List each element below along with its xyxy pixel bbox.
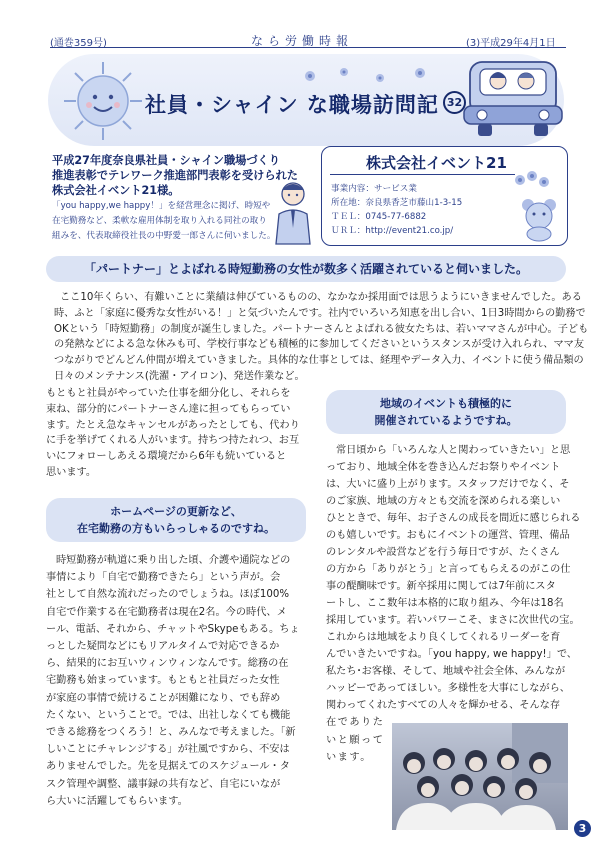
section-heading-events — [326, 390, 566, 434]
paragraph-line: のご家族、地域の方々とも交流を深められる楽しい — [326, 496, 561, 507]
paragraph-line: 宅勤務も始まっています。もともと社員だった女性 — [46, 675, 280, 687]
heading-line: 開催されているようですね。 — [374, 414, 518, 427]
paragraph-line: の方から「ありがとう」と言ってもらえるのがこの仕 — [326, 564, 571, 575]
paragraph-line: ここ10年くらい、有難いことに業績は伸びているものの、なかなか採用面では思うようにいきませんでした。ある — [60, 292, 582, 303]
issue-number: (通巻359号) — [50, 38, 107, 49]
paragraph-line: 関わってくれたすべての人々を輝かせる、そんな存 — [326, 700, 561, 711]
paragraph-line: たくない、ということで。では、出社しなくても機能 — [46, 709, 291, 721]
paragraph-line: 束ね、部分的にパートナーさん達に担ってもらってい — [46, 403, 291, 415]
paragraph-line: いにフォローしあえる環境だから6年も続いていると — [46, 451, 287, 463]
paragraph-line: ひとときで、毎年、お子さんの成長を間近に感じられる — [326, 513, 581, 524]
right-column-body — [326, 442, 581, 714]
paragraph-line: これからは地域をより良くしてくれるリーダーを育 — [326, 632, 561, 643]
paragraph-line: に手を挙げてくれる人がいます。持ちつ持たれつ、お互 — [46, 435, 300, 447]
paragraph-line: ハッピーであってほしい。多様性を大事にしながら、 — [326, 683, 570, 694]
left-column-body — [46, 386, 306, 481]
paragraph-line: 時短勤務が軌道に乗り出した頃、介護や通院などの — [56, 555, 291, 566]
paragraph-line: つながりでどんどん仲間が増えていきました。具体的な仕事としては、経理やデータ入力、イベントに使う備品類の — [54, 355, 584, 367]
intro-bold-line: 推進表彰でテレワーク推進部門表彰を受けられた — [52, 169, 298, 182]
header-rule — [50, 47, 566, 48]
paragraph-line: しいことにチャレンジする」が社風ですから、不安は — [46, 744, 290, 756]
page-date: (3)平成29年4月1日 — [466, 38, 556, 49]
intro-text-line: 組みを、代表取締役社長の中野愛一郎さんに伺いました。 — [52, 231, 276, 241]
paragraph-line: 思います。 — [46, 466, 97, 478]
paragraph-line: のレンタルや設営などを行う毎日ですが、たくさん — [326, 547, 560, 558]
paragraph-line: ートし、ここ数年は本格的に取り組み、今年は18名 — [326, 598, 564, 609]
heading-line: 在宅勤務の方もいらっしゃるのですね。 — [77, 522, 275, 535]
paragraph-line: っとした疑問などにもリアルタイムで対応できるか — [46, 641, 280, 653]
company-business: 事業内容：サービス業 — [331, 184, 417, 194]
section1-body — [54, 290, 589, 385]
paragraph-line: スク管理や調整、議事録の共有など、自宅にいなが — [46, 778, 281, 790]
paragraph-line: もともと社員がやっていた仕事を細分化し、それらを — [46, 388, 291, 399]
paragraph-line: 採用しています。若いパワーこそ、まさに次世代の宝。 — [326, 615, 580, 626]
left-column-body-2 — [46, 552, 308, 810]
paragraph-line: 自宅で作業する在宅勤務者は現在2名。今の時代、メ — [46, 606, 287, 618]
flower-bouquet-icon — [512, 170, 552, 196]
company-address: 所在地：奈良県香芝市藤山1-3-15 — [331, 198, 463, 208]
paragraph-line: の発熱などによる急な休みも可、学校行事なども積極的に参加してくださいというスタンスが受け入れられ、ママ友 — [54, 339, 585, 351]
article-title: 社員・シャイン な職場訪問記 — [145, 93, 439, 117]
paragraph-line: ら大いに活躍してもらいます。 — [46, 795, 188, 807]
paragraph-line: いと願って — [326, 734, 385, 746]
publication-title: なら労働時報 — [251, 34, 354, 48]
paragraph-line: 事の醍醐味です。新卒採用に関しては7年前にスタ — [326, 581, 556, 592]
company-name: 株式会社イベント21 — [366, 154, 507, 172]
paragraph-line: OKという「時短勤務」の制度が誕生しました。パートナーさんとよばれる彼女たちは、若いママさんが中心。子ども — [54, 323, 589, 335]
flower-decoration — [300, 64, 450, 88]
article-number-badge: 32 — [443, 91, 466, 114]
company-name-underline — [330, 174, 515, 175]
paragraph-line: 社として自然な流れだったのでしょうね。ほぼ100% — [46, 589, 290, 601]
company-url: ＵＲＬ：http://event21.co.jp/ — [331, 226, 454, 236]
paragraph-line: できる総務をつくろう！と、みんなで考えました。「新 — [46, 727, 296, 739]
paragraph-line: が家庭の事情で続けることが困難になり、でも辞め — [46, 692, 281, 704]
intro-text-line: 「you happy,we happy！」を経営理念に掲げ、時短や — [52, 201, 271, 211]
paragraph-line: 常日頃から「いろんな人と関わっていきたい」と思 — [336, 445, 571, 456]
right-column-tail — [326, 714, 392, 767]
bear-mascot-icon — [514, 192, 564, 242]
paragraph-line: っており、地域全体を巻き込んだお祭りやイベント — [326, 462, 561, 473]
paragraph-line: 事情により「自宅で勤務できたら」という声が。会 — [46, 572, 281, 584]
president-illustration — [270, 178, 316, 246]
car-with-couple-illustration — [462, 56, 566, 140]
intro-bold-line: 株式会社イベント21様。 — [52, 184, 180, 197]
paragraph-line: 時、ふと「家庭に優秀な女性がいる！」と気づいたんです。社内でいろいろ知恵を出し合い、1日3時間からの勤務で — [54, 307, 586, 319]
intro-bold-line: 平成27年度奈良県社員・シャイン職場づくり — [52, 154, 280, 167]
page-number-badge: 3 — [574, 820, 591, 837]
section-heading-telework — [46, 498, 306, 542]
intro-text-line: 在宅勤務など、柔軟な雇用体制を取り入れる同社の取り — [52, 216, 267, 226]
paragraph-line: のも嬉しいです。おもにイベントの運営、管理、備品 — [326, 530, 570, 541]
paragraph-line: 日々のメンテナンス(洗濯・アイロン)、発送作業など。 — [54, 370, 305, 382]
paragraph-line: んでいきたいですね。「you happy, we happy!」で、 — [326, 649, 577, 660]
heading-line: ホームページの更新など、 — [110, 505, 242, 518]
staff-group-photo — [392, 723, 568, 830]
paragraph-line: ます。たとえ急なキャンセルがあったとしても、代わり — [46, 419, 300, 431]
paragraph-line: 私たち･お客様、そして、地域や社会全体、みんなが — [326, 666, 566, 677]
paragraph-line: ら、結果的にお互いウィンウィンなんです。総務の在 — [46, 658, 289, 670]
company-phone: ＴＥＬ：0745-77-6882 — [331, 212, 427, 222]
smiling-sun-icon — [62, 60, 144, 142]
paragraph-line: います。 — [326, 752, 372, 763]
paragraph-line: ありませんでした。先を見据えてのスケジュール・タ — [46, 761, 290, 773]
paragraph-line: は、大いに盛り上がります。スタッフだけでなく、そ — [326, 479, 570, 490]
paragraph-line: ール、電話、それから、チャットやSkypeもある。ちょ — [46, 623, 300, 635]
paragraph-line: 在でありた — [326, 717, 385, 728]
section-heading-partner: 「パートナー」とよばれる時短勤務の女性が数多く活躍されていると伺いました。 — [46, 256, 566, 282]
heading-line: 地域のイベントも積極的に — [380, 397, 512, 410]
